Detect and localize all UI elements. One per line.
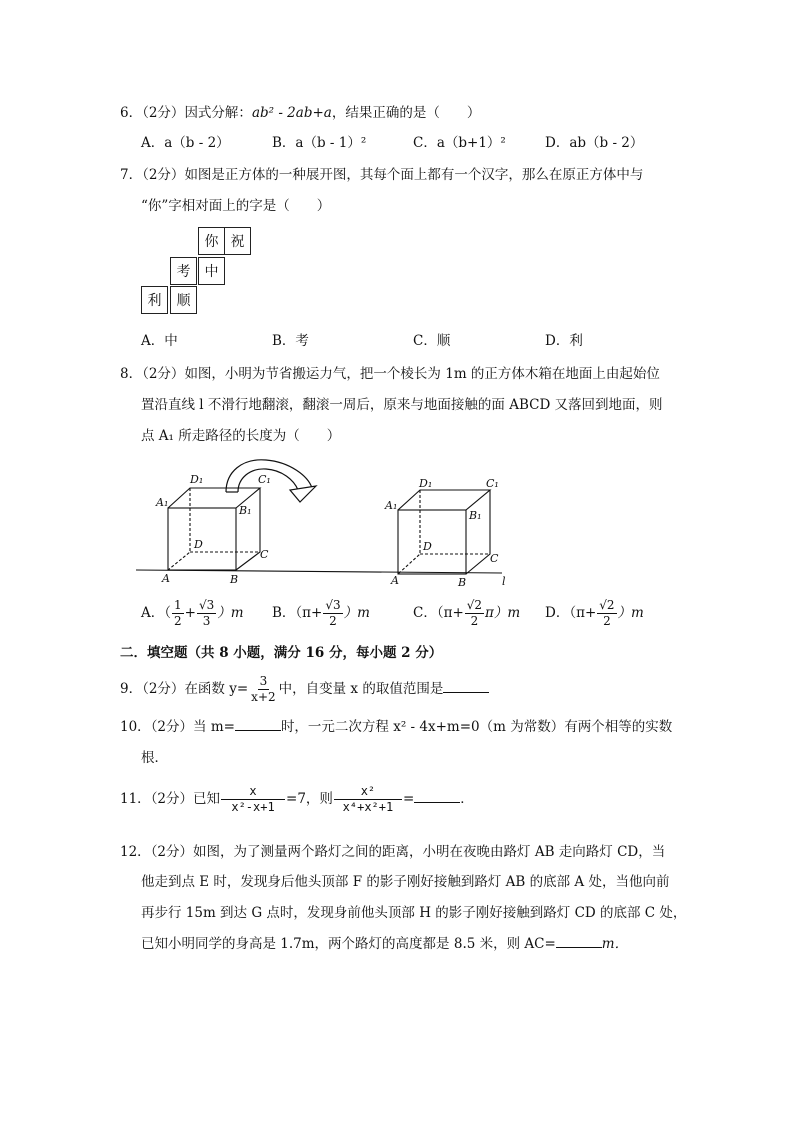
label-a1-left: A₁ bbox=[156, 496, 169, 509]
q6-stem: 6．（2分）因式分解：ab² - 2ab+a，结果正确的是（ ） bbox=[120, 105, 481, 121]
q12-answer-blank[interactable] bbox=[556, 935, 602, 948]
q6-option-a: A．a（b - 2） bbox=[141, 135, 230, 151]
net-cell-li: 利 bbox=[141, 286, 168, 314]
q8-option-d: D．（π+ $\frac{√2}{2}$ ）m bbox=[545, 598, 644, 628]
q7-option-b: B．考 bbox=[272, 333, 309, 349]
label-b-right: B bbox=[458, 576, 467, 588]
rolling-cube-figure bbox=[130, 452, 520, 588]
label-d-left: D bbox=[194, 538, 203, 551]
net-cell-shun: 顺 bbox=[170, 286, 197, 314]
q10-answer-blank[interactable] bbox=[235, 718, 281, 731]
q12-stem-line3: 再步行 15m 到达 G 点时，发现身前他头顶部 H 的影子刚好接触到路灯 CD 的底部 C 处， bbox=[141, 905, 687, 921]
q6-option-c: C．a（b+1）² bbox=[413, 135, 506, 151]
q11-stem: 11．（2分）已知 $\frac{x}{\text{x²-x+1}}$ =7，则 $\frac{\text{x²}}{\text{x⁴+x²+1}}$ = ． bbox=[120, 784, 474, 814]
q12-stem-line4: 已知小明同学的身高是 1.7m，两个路灯的高度都是 8.5 米，则 AC= m． bbox=[141, 936, 629, 952]
q8-stem-line3: 点 A₁ 所走路径的长度为（ ） bbox=[141, 428, 341, 444]
q8-option-c: C．（π+ $\frac{√2}{2}$ π）m bbox=[413, 598, 521, 628]
q9-stem: 9．（2分）在函数 y= $\frac{3}{x+2}$ 中，自变量 x 的取值范围是 bbox=[120, 672, 489, 706]
q6-option-b: B．a（b - 1）² bbox=[272, 135, 367, 151]
label-l: l bbox=[502, 575, 506, 588]
cube-left bbox=[168, 488, 260, 570]
q6-option-d: D．ab（b - 2） bbox=[545, 135, 644, 151]
label-c-right: C bbox=[490, 552, 499, 565]
q8-stem-line1: 8．（2分）如图，小明为节省搬运力气，把一个棱长为 1m 的正方体木箱在地面上由起始位 bbox=[120, 366, 660, 382]
cube-right bbox=[398, 490, 490, 574]
q7-stem-line2: “你”字相对面上的字是（ ） bbox=[141, 198, 331, 214]
q8-option-b: B．（π+ $\frac{√3}{2}$ ）m bbox=[272, 598, 370, 628]
label-b1-right: B₁ bbox=[469, 509, 482, 522]
label-a-left: A bbox=[162, 572, 170, 585]
q9-answer-blank[interactable] bbox=[443, 680, 489, 693]
q10-stem-line2: 根． bbox=[141, 750, 168, 766]
q8-stem-line2: 置沿直线 l 不滑行地翻滚，翻滚一周后，原来与地面接触的面 ABCD 又落回到地面，则 bbox=[141, 397, 663, 413]
label-b-left: B bbox=[230, 573, 239, 586]
label-a-right: A bbox=[391, 574, 399, 587]
label-b1-left: B₁ bbox=[239, 504, 252, 517]
label-c1-left: C₁ bbox=[258, 473, 271, 486]
label-d-right: D bbox=[423, 540, 432, 553]
net-cell-zhu: 祝 bbox=[224, 227, 251, 255]
q7-stem-line1: 7．（2分）如图是正方体的一种展开图，其每个面上都有一个汉字，那么在原正方体中与 bbox=[120, 167, 644, 183]
label-d1-right: D₁ bbox=[419, 477, 433, 490]
section-fill-in-title: 二．填空题（共 8 小题，满分 16 分，每小题 2 分） bbox=[120, 645, 443, 661]
q7-option-d: D．利 bbox=[545, 333, 583, 349]
label-c-left: C bbox=[260, 548, 269, 561]
q10-stem: 10．（2分）当 m= 时，一元二次方程 x² - 4x+m=0（m 为常数）有两个相等的实数 bbox=[120, 719, 673, 735]
net-cell-zhong: 中 bbox=[198, 257, 225, 285]
q7-option-a: A．中 bbox=[141, 333, 178, 349]
net-cell-kao: 考 bbox=[170, 257, 197, 285]
q12-stem-line2: 他走到点 E 时，发现身后他头顶部 F 的影子刚好接触到路灯 AB 的底部 A 处，当他向前 bbox=[141, 874, 670, 890]
q11-answer-blank[interactable] bbox=[414, 790, 460, 803]
roll-arrow-head bbox=[290, 486, 316, 502]
label-d1-left: D₁ bbox=[190, 473, 204, 486]
q8-option-a: A．（ $\frac{1}{2}$ + $\frac{√3}{3}$ ）m bbox=[141, 598, 244, 628]
q7-option-c: C．顺 bbox=[413, 333, 451, 349]
label-a1-right: A₁ bbox=[385, 499, 398, 512]
label-c1-right: C₁ bbox=[486, 477, 499, 490]
q12-stem-line1: 12．（2分）如图，为了测量两个路灯之间的距离，小明在夜晚由路灯 AB 走向路灯 CD，当 bbox=[120, 844, 666, 860]
net-cell-ni: 你 bbox=[198, 227, 225, 255]
